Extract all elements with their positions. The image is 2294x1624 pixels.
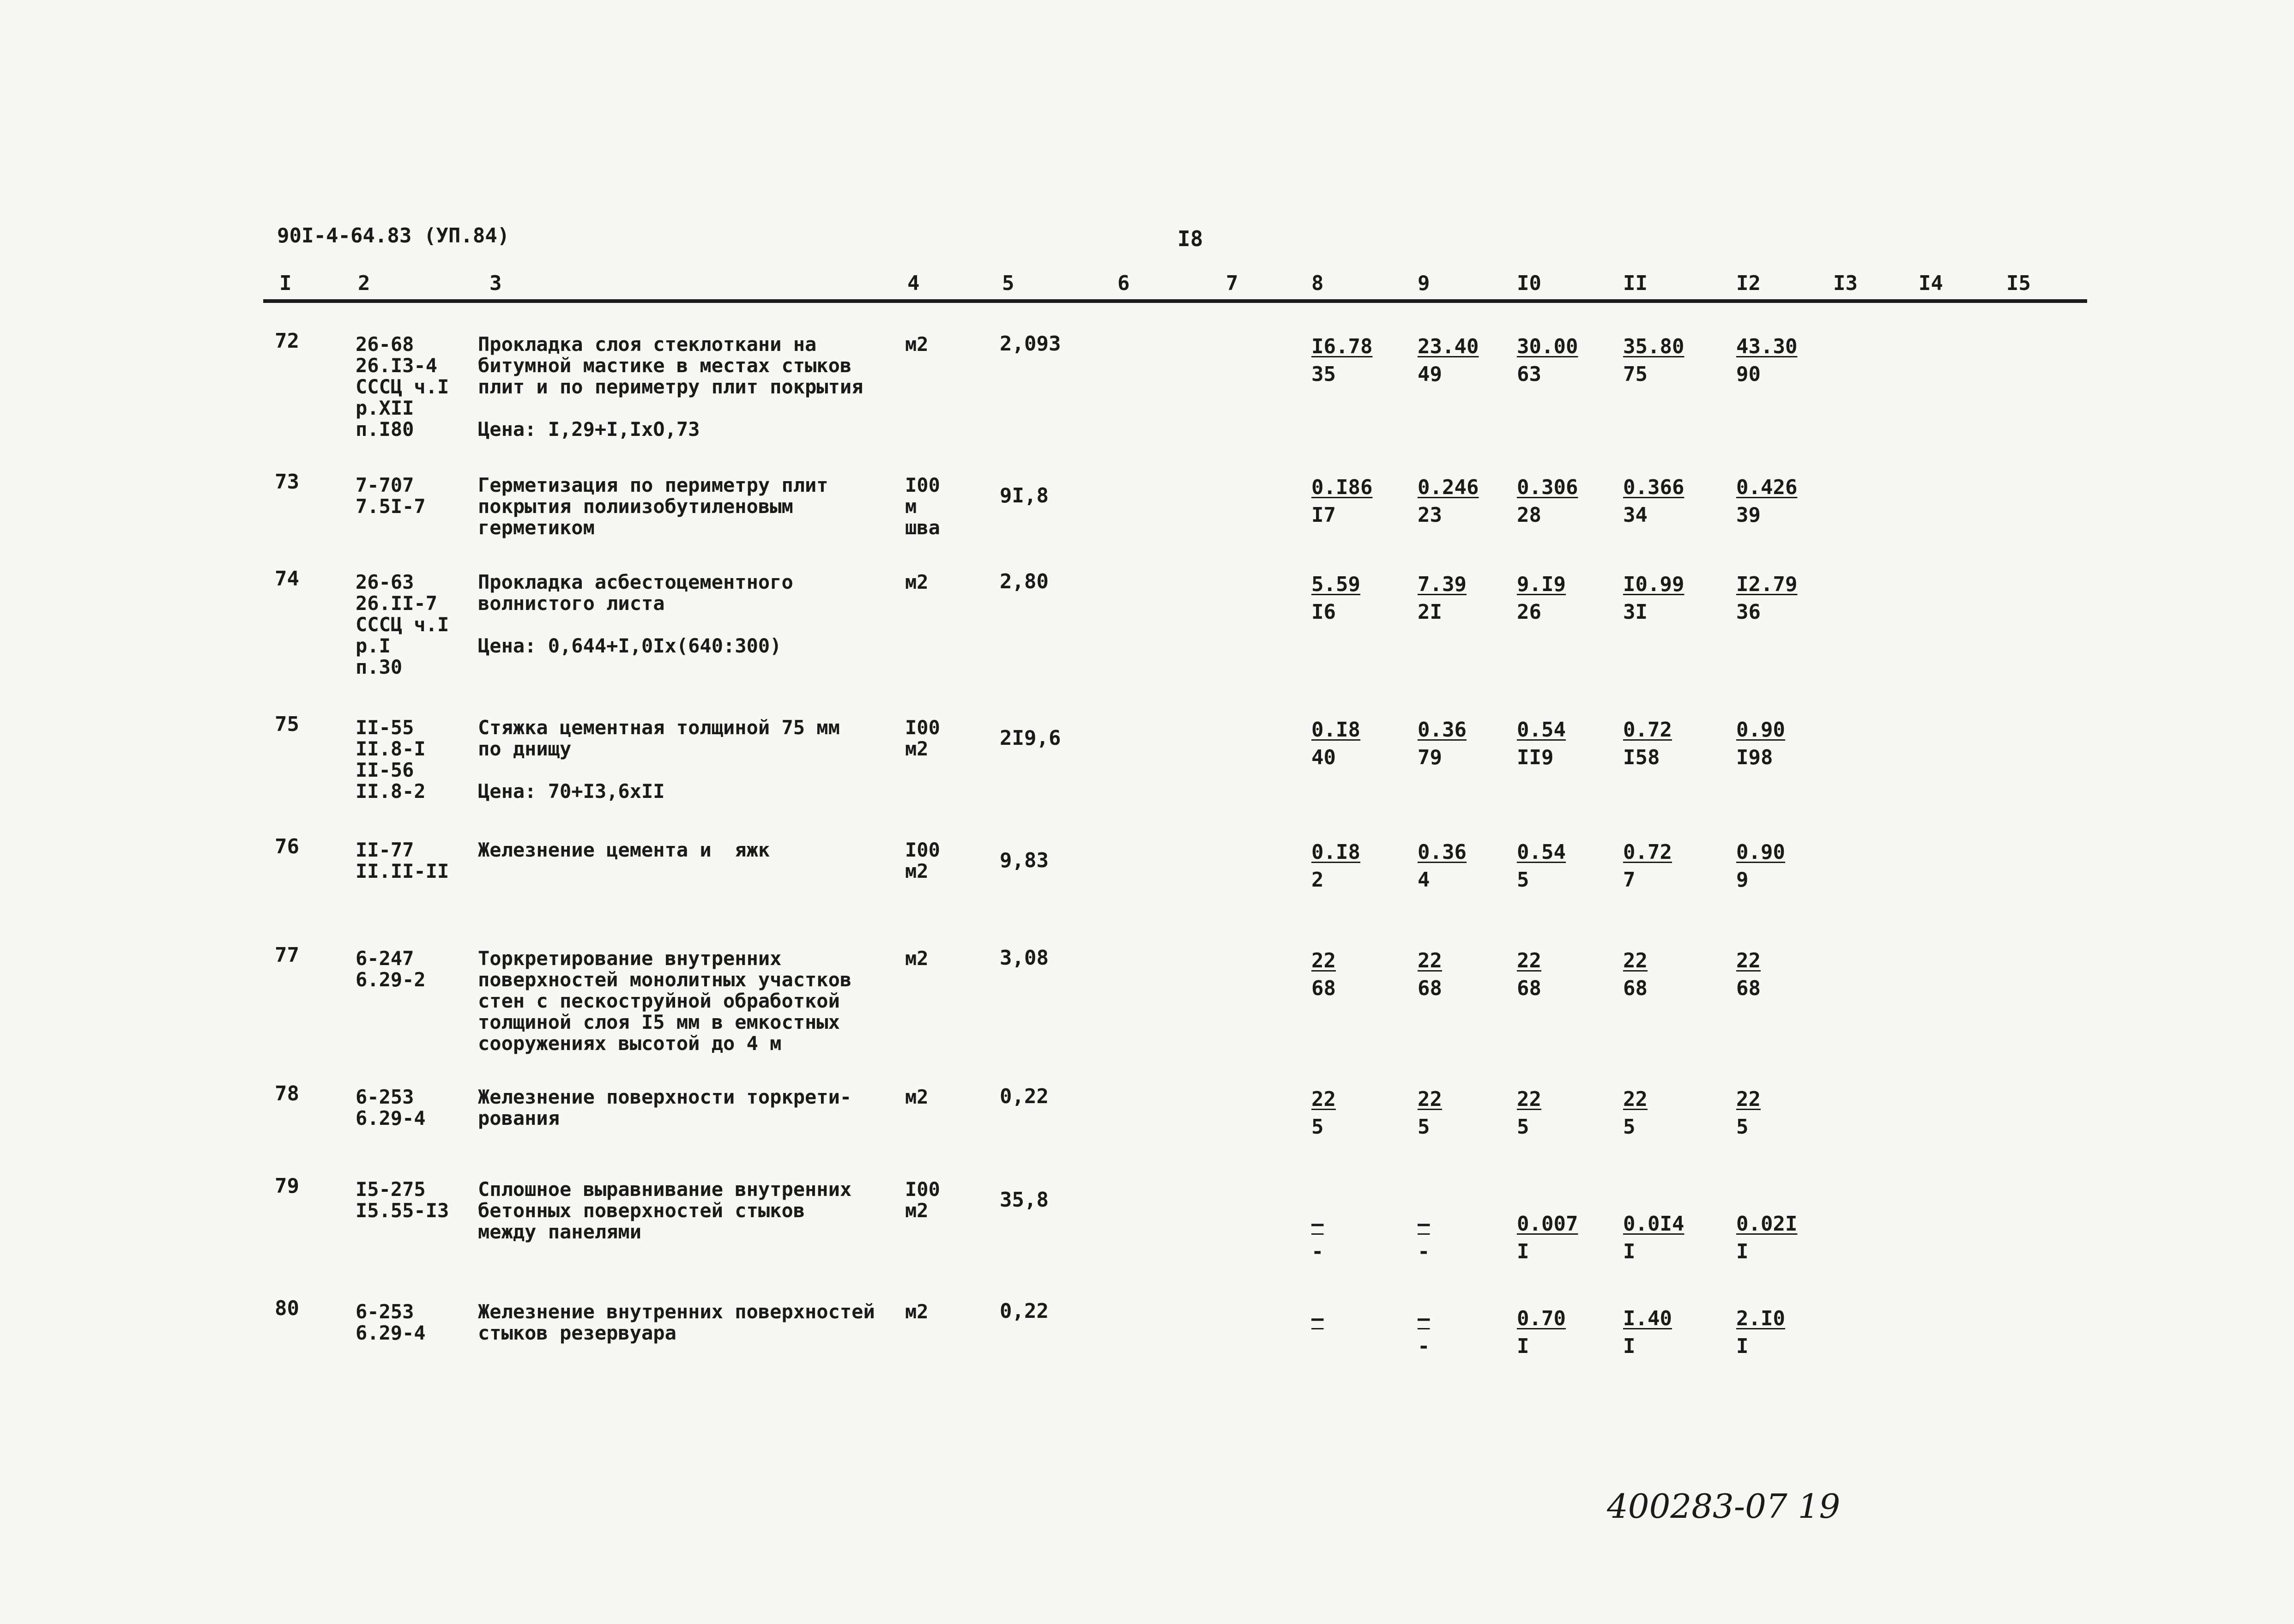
value-denominator: I7 [1311,503,1336,527]
value-denominator: - [1418,1334,1430,1358]
row-number: 73 [275,470,299,494]
col-header: I5 [2006,272,2031,295]
value-fraction [1736,571,1797,626]
value-fraction [1517,839,1566,894]
value-fraction [1736,1086,1761,1141]
document-code: 90I-4-64.83 (УП.84) [277,224,510,248]
value-numerator: — [1418,1212,1430,1236]
value-fraction [1418,571,1467,626]
value-numerator: 0.007 [1517,1212,1578,1236]
value-denominator: 2I [1418,600,1442,624]
value-fraction [1736,1210,1797,1266]
value-fraction [1517,1305,1566,1360]
row-description: Стяжка цементная толщиной 75 мм по днищу Цена: 70+I3,6xII [478,716,840,803]
value-denominator: I98 [1736,746,1773,769]
value-fraction [1736,333,1797,388]
row-unit: I00 м2 [905,839,940,882]
value-fraction [1311,947,1336,1002]
value-numerator: — [1311,1307,1324,1330]
value-fraction [1623,947,1648,1002]
value-fraction [1311,474,1372,529]
value-numerator: 7.39 [1418,573,1467,596]
row-quantity: 0,22 [1000,1299,1049,1323]
value-numerator: 0.366 [1623,476,1684,499]
value-numerator: 22 [1623,949,1648,972]
value-denominator: I6 [1311,600,1336,624]
value-fraction [1311,1305,1324,1333]
value-fraction [1623,716,1672,772]
value-numerator: I6.78 [1311,335,1373,358]
value-fraction [1418,1086,1442,1141]
row-code: I5-275 I5.55-I3 [356,1178,449,1222]
value-fraction [1311,571,1360,626]
row-quantity: 9,83 [1000,849,1049,872]
row-number: 72 [275,329,299,353]
row-description: Герметизация по периметру плит покрытия полиизобутиленовым герметиком [478,474,828,539]
value-denominator: 2 [1311,868,1324,892]
value-numerator: 43.30 [1736,335,1798,358]
value-numerator: 22 [1736,1087,1761,1111]
value-denominator: 68 [1736,977,1761,1000]
value-denominator: - [1418,1240,1430,1263]
col-header: 2 [358,272,370,295]
value-numerator: 22 [1418,1087,1442,1111]
value-fraction [1418,839,1467,894]
value-fraction [1623,571,1684,626]
value-numerator: 35.80 [1623,335,1684,358]
value-numerator: 0.72 [1623,718,1672,742]
handwritten-signature: 400283-07 19 [1607,1487,1841,1526]
value-denominator: I58 [1623,746,1660,769]
value-fraction [1736,1305,1785,1360]
row-unit: м2 [905,333,929,356]
value-denominator: 5 [1623,1115,1636,1139]
value-denominator: I [1623,1240,1636,1263]
row-code: II-77 II.II-II [356,839,449,882]
value-numerator: 0.90 [1736,840,1785,864]
row-quantity: 2I9,6 [1000,726,1061,750]
row-unit: I00 м шва [905,474,940,539]
value-denominator: 90 [1736,362,1761,386]
value-numerator: 22 [1311,1087,1336,1111]
value-fraction [1623,1086,1648,1141]
value-numerator: 0.I86 [1311,476,1373,499]
value-numerator: 22 [1623,1087,1648,1111]
col-header: 4 [907,272,920,295]
col-header: 6 [1117,272,1130,295]
row-number: 75 [275,712,299,736]
value-denominator: 4 [1418,868,1430,892]
row-number: 79 [275,1174,299,1198]
row-quantity: 3,08 [1000,946,1049,970]
row-unit: м2 [905,1086,929,1108]
value-numerator: 0.426 [1736,476,1798,499]
value-denominator: - [1311,1240,1324,1263]
value-numerator: 0.72 [1623,840,1672,864]
value-numerator: 0.246 [1418,476,1479,499]
col-header: II [1623,272,1648,295]
value-numerator: I0.99 [1623,573,1684,596]
value-fraction [1623,1305,1672,1360]
value-denominator: 9 [1736,868,1749,892]
row-number: 76 [275,835,299,858]
value-denominator: 68 [1517,977,1541,1000]
row-description: Торкретирование внутренних поверхностей монолитных участков стен с пескоструйной обработкой толщиной слоя I5 мм в емкостных сооружениях высотой до 4 м [478,947,852,1055]
col-header: 8 [1311,272,1324,295]
value-denominator: 5 [1736,1115,1749,1139]
value-fraction [1418,333,1479,388]
value-denominator: 5 [1418,1115,1430,1139]
value-fraction [1736,947,1761,1002]
header-rule [263,299,2087,303]
value-fraction [1418,947,1442,1002]
value-numerator: 23.40 [1418,335,1479,358]
row-description: Прокладка слоя стеклоткани на битумной мастике в местах стыков плит и по периметру плит покрытия Цена: I,29+I,IxO,73 [478,333,863,441]
value-denominator: 49 [1418,362,1442,386]
value-denominator: I [1517,1334,1529,1358]
value-fraction [1311,716,1360,772]
value-numerator: 22 [1736,949,1761,972]
value-numerator: 0.02I [1736,1212,1798,1236]
row-quantity: 35,8 [1000,1188,1049,1212]
value-numerator: 0.I8 [1311,840,1360,864]
value-numerator: 5.59 [1311,573,1360,596]
value-fraction [1736,716,1785,772]
value-fraction [1418,1210,1430,1266]
value-fraction [1517,947,1541,1002]
value-numerator: — [1418,1307,1430,1330]
value-denominator: 39 [1736,503,1761,527]
value-numerator: 0.90 [1736,718,1785,742]
row-quantity: 2,093 [1000,332,1061,356]
value-denominator: I [1736,1240,1749,1263]
row-code: 7-707 7.5I-7 [356,474,426,518]
value-fraction [1311,839,1360,894]
value-denominator: I [1736,1334,1749,1358]
value-fraction [1517,571,1566,626]
row-description: Железнение внутренних поверхностей стыков резервуара [478,1300,875,1344]
value-fraction [1736,839,1785,894]
value-numerator: 0.0I4 [1623,1212,1684,1236]
row-number: 77 [275,943,299,967]
value-denominator: 5 [1517,868,1529,892]
value-fraction [1311,1210,1324,1266]
value-denominator: 63 [1517,362,1541,386]
value-numerator: 9.I9 [1517,573,1566,596]
col-header: 9 [1418,272,1430,295]
value-fraction [1736,474,1797,529]
value-numerator: 2.I0 [1736,1307,1785,1330]
value-numerator: 0.70 [1517,1307,1566,1330]
value-numerator: 22 [1418,949,1442,972]
value-numerator: 22 [1311,949,1336,972]
value-denominator: 75 [1623,362,1648,386]
value-fraction [1418,474,1479,529]
value-denominator: 5 [1517,1115,1529,1139]
col-header: I4 [1919,272,1943,295]
value-numerator: 0.I8 [1311,718,1360,742]
col-header: I3 [1833,272,1858,295]
value-fraction [1517,333,1578,388]
row-unit: I00 м2 [905,1178,940,1222]
row-quantity: 9I,8 [1000,484,1049,507]
row-description: Железнение поверхности торкрети- рования [478,1086,852,1129]
col-header: 7 [1226,272,1238,295]
value-fraction [1311,1086,1336,1141]
value-fraction [1517,474,1578,529]
value-denominator: 68 [1418,977,1442,1000]
row-unit: м2 [905,1300,929,1323]
row-description: Железнение цемента и яжк [478,839,770,861]
value-denominator: 79 [1418,746,1442,769]
value-fraction [1517,716,1566,772]
value-denominator: 68 [1311,977,1336,1000]
row-code: 6-253 6.29-4 [356,1300,426,1344]
value-fraction [1623,333,1684,388]
value-numerator: 22 [1517,949,1541,972]
value-numerator: 0.306 [1517,476,1578,499]
row-description: Прокладка асбестоцементного волнистого листа Цена: 0,644+I,0Ix(640:300) [478,571,793,657]
col-header: 5 [1002,272,1014,295]
value-denominator: I [1517,1240,1529,1263]
page-number: I8 [1177,226,1203,251]
row-code: 6-253 6.29-4 [356,1086,426,1129]
value-fraction [1623,474,1684,529]
value-numerator: I2.79 [1736,573,1798,596]
row-code: 6-247 6.29-2 [356,947,426,991]
value-denominator: 26 [1517,600,1541,624]
row-number: 80 [275,1297,299,1320]
value-denominator: 3I [1623,600,1648,624]
col-header: I [279,272,292,295]
value-numerator: — [1311,1212,1324,1236]
value-fraction [1418,716,1467,772]
value-denominator: 35 [1311,362,1336,386]
value-numerator: 0.54 [1517,840,1566,864]
value-denominator: 34 [1623,503,1648,527]
value-denominator: 36 [1736,600,1761,624]
value-numerator: 0.36 [1418,840,1467,864]
value-denominator: 23 [1418,503,1442,527]
row-code: II-55 II.8-I II-56 II.8-2 [356,716,426,803]
value-fraction [1623,839,1672,894]
value-numerator: 22 [1517,1087,1541,1111]
value-numerator: 30.00 [1517,335,1578,358]
row-unit: I00 м2 [905,716,940,760]
value-numerator: 0.36 [1418,718,1467,742]
value-fraction [1311,333,1372,388]
value-denominator: 28 [1517,503,1541,527]
value-denominator: I [1623,1334,1636,1358]
col-header: 3 [489,272,502,295]
value-numerator: I.40 [1623,1307,1672,1330]
value-denominator: 7 [1623,868,1636,892]
row-code: 26-63 26.II-7 СССЦ ч.I р.I п.30 [356,571,449,678]
value-denominator: II9 [1517,746,1554,769]
row-quantity: 0,22 [1000,1085,1049,1108]
value-fraction [1418,1305,1430,1360]
row-unit: м2 [905,947,929,970]
value-denominator: 40 [1311,746,1336,769]
col-header: I2 [1736,272,1761,295]
row-number: 78 [275,1082,299,1105]
value-denominator: 68 [1623,977,1648,1000]
value-fraction [1517,1210,1578,1266]
row-code: 26-68 26.I3-4 СССЦ ч.I р.XII п.I80 [356,333,449,441]
row-quantity: 2,80 [1000,570,1049,593]
col-header: I0 [1517,272,1541,295]
row-unit: м2 [905,571,929,593]
row-number: 74 [275,567,299,591]
row-description: Сплошное выравнивание внутренних бетонных поверхностей стыков между панелями [478,1178,852,1243]
value-numerator: 0.54 [1517,718,1566,742]
value-fraction [1623,1210,1684,1266]
value-denominator: 5 [1311,1115,1324,1139]
value-fraction [1517,1086,1541,1141]
